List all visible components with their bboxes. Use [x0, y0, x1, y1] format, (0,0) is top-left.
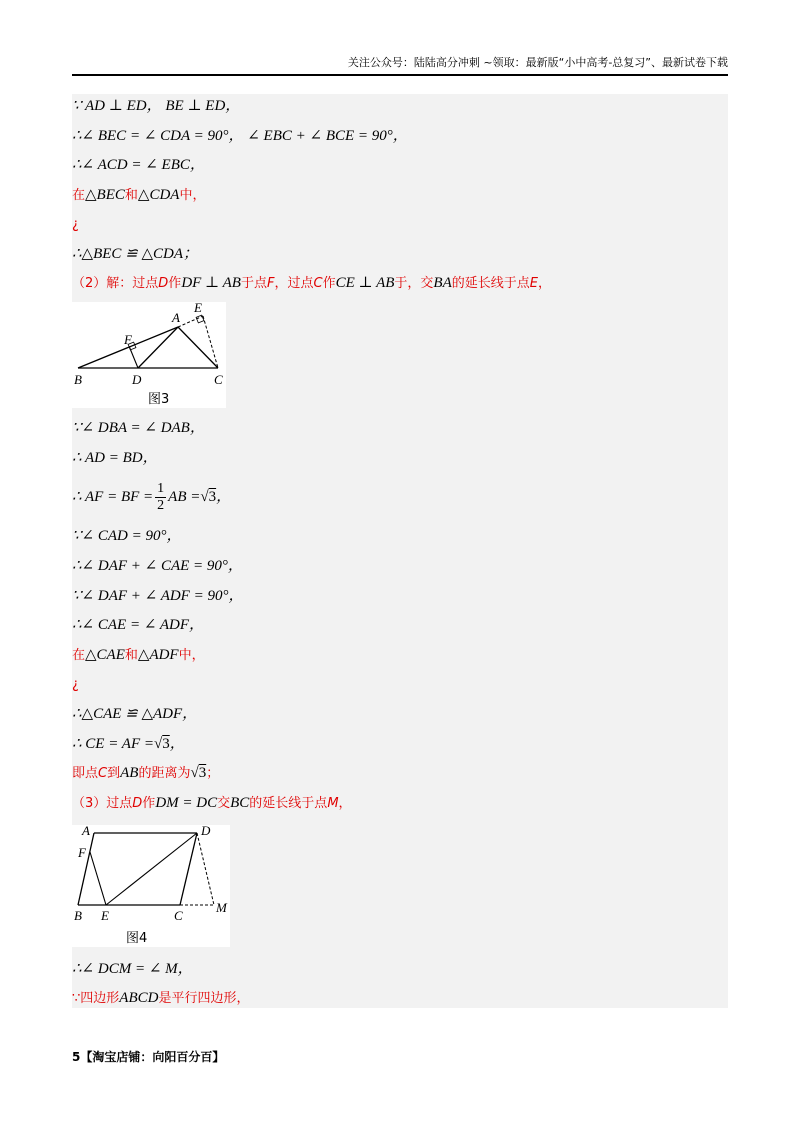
line-4: 在△BEC和△CDA中，: [72, 187, 206, 203]
solution-content: [72, 94, 728, 1008]
page-header: 关注公众号：陆陆高分冲刺 ~领取：最新版“小中高考-总复习”、最新试卷下载: [72, 54, 728, 76]
fig4-label-b: B: [74, 908, 82, 923]
line-7: （2）解：过点D作DF ⊥ AB于点F，过点C作CE ⊥ AB于，交BA的延长线于点E，: [72, 275, 551, 291]
fig4-label-f: F: [78, 845, 86, 860]
line-11: ∵∠ CAD = 90°，: [72, 528, 182, 544]
fig4-label-c: C: [174, 908, 183, 923]
line-6: ∴△BEC ≌ △CDA；: [72, 246, 199, 262]
line-14: ∴∠ CAE = ∠ ADF，: [72, 617, 205, 633]
figure-4-caption: 图4: [126, 931, 148, 946]
page-footer: 5【淘宝店铺：向阳百分百】: [72, 1050, 225, 1064]
fig4-label-a: A: [82, 825, 90, 838]
line-10: ∴ AF = BF = $\frac{1}{2}$ AB =√3，: [72, 480, 232, 513]
fig3-label-b: B: [74, 372, 82, 387]
line-12: ∴∠ DAF + ∠ CAE = 90°，: [72, 558, 243, 574]
fig4-label-m: M: [216, 900, 227, 915]
figure-4: [72, 825, 230, 947]
fig3-label-d: D: [132, 372, 142, 387]
line-22: ∵四边形ABCD是平行四边形，: [72, 990, 250, 1006]
fig3-label-e: E: [194, 302, 202, 315]
figure-3-diagram: [72, 302, 226, 392]
line-2: ∴∠ BEC = ∠ CDA = 90°， ∠ EBC + ∠ BCE = 90°，: [72, 128, 408, 144]
line-20: （3）过点D作DM = DC交BC的延长线于点M，: [72, 795, 352, 811]
fig3-label-c: C: [214, 372, 223, 387]
line-8: ∵∠ DBA = ∠ DAB，: [72, 420, 205, 436]
figure-4-diagram: [72, 825, 230, 925]
fraction-numerator: 1: [157, 480, 165, 496]
fig4-label-d: D: [201, 825, 211, 838]
fraction-denominator: 2: [157, 497, 165, 513]
line-3: ∴∠ ACD = ∠ EBC，: [72, 157, 205, 173]
figure-3: [72, 302, 226, 408]
line-18: ∴ CE = AF =√3，: [72, 736, 185, 752]
line-13: ∵∠ DAF + ∠ ADF = 90°，: [72, 588, 244, 604]
line-1: ∵ AD ⊥ ED， BE ⊥ ED，: [72, 98, 241, 114]
line-21: ∴∠ DCM = ∠ M，: [72, 961, 193, 977]
line-16: ¿: [72, 677, 79, 692]
line-15: 在△CAE和△ADF中，: [72, 647, 205, 663]
fig3-label-a: A: [172, 310, 180, 325]
line-5: ¿: [72, 217, 79, 232]
fig3-label-f: F: [124, 332, 132, 347]
line-19: 即点C到AB的距离为√3；: [72, 765, 220, 781]
fig4-label-e: E: [101, 908, 109, 923]
figure-3-caption: 图3: [148, 392, 170, 407]
line-9: ∴ AD = BD，: [72, 450, 158, 466]
line-17: ∴△CAE ≌ △ADF，: [72, 706, 198, 722]
